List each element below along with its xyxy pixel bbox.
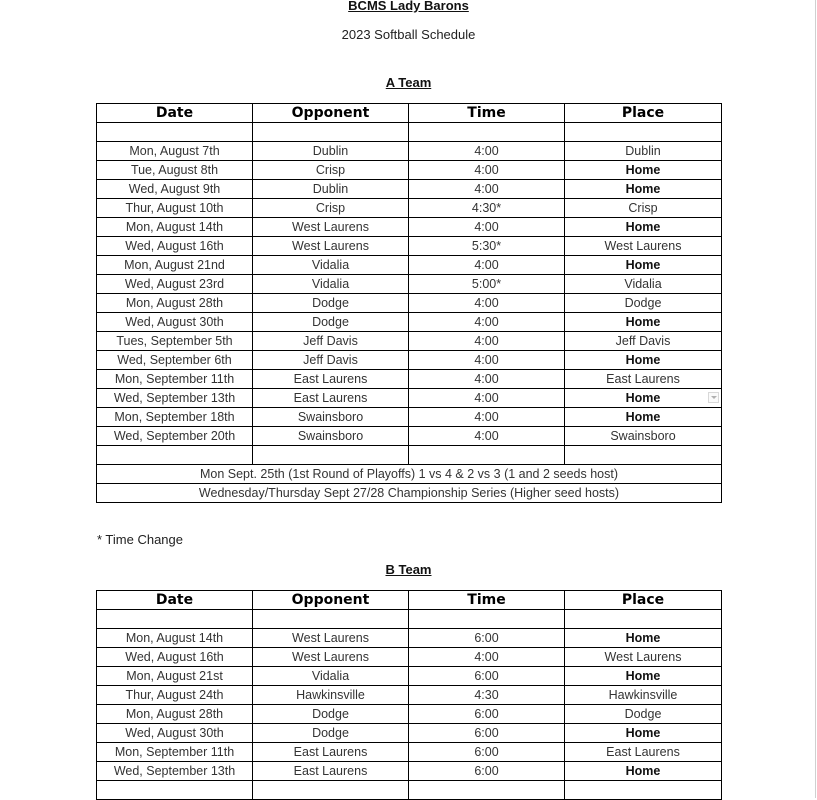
cell-opponent[interactable]: East Laurens bbox=[253, 389, 409, 408]
cell-time[interactable]: 4:00 bbox=[409, 256, 565, 275]
b-team-schedule-table bbox=[96, 590, 722, 800]
cell-time[interactable]: 4:00 bbox=[409, 332, 565, 351]
table-cell[interactable] bbox=[565, 446, 722, 465]
playoff-first-round[interactable]: Mon Sept. 25th (1st Round of Playoffs) 1 vs 4 & 2 vs 3 (1 and 2 seeds host) bbox=[97, 465, 722, 484]
cell-opponent[interactable]: Dublin bbox=[253, 180, 409, 199]
cell-place[interactable]: Jeff Davis bbox=[565, 332, 722, 351]
table-cell[interactable] bbox=[253, 610, 409, 629]
cell-time[interactable]: 4:00 bbox=[409, 648, 565, 667]
cell-place[interactable]: Home bbox=[565, 351, 722, 370]
column-header-place: Place bbox=[565, 104, 722, 123]
cell-time[interactable]: 6:00 bbox=[409, 667, 565, 686]
column-header-time: Time bbox=[409, 591, 565, 610]
column-header-time: Time bbox=[409, 104, 565, 123]
cell-time[interactable]: 4:00 bbox=[409, 351, 565, 370]
cell-time[interactable]: 4:00 bbox=[409, 161, 565, 180]
table-header-row bbox=[97, 591, 722, 610]
cell-date[interactable]: Mon, August 14th bbox=[97, 218, 253, 237]
cell-time[interactable]: 4:00 bbox=[409, 313, 565, 332]
table-cell[interactable] bbox=[97, 610, 253, 629]
cell-date[interactable]: Thur, August 10th bbox=[97, 199, 253, 218]
cell-date[interactable]: Wed, August 30th bbox=[97, 724, 253, 743]
empty-row bbox=[97, 610, 722, 629]
column-header-place: Place bbox=[565, 591, 722, 610]
cell-time[interactable]: 4:00 bbox=[409, 218, 565, 237]
cell-place[interactable]: Home bbox=[565, 629, 722, 648]
cell-place[interactable]: Dodge bbox=[565, 705, 722, 724]
cell-opponent[interactable]: West Laurens bbox=[253, 218, 409, 237]
table-row bbox=[97, 705, 722, 724]
document-title: BCMS Lady Barons bbox=[348, 0, 469, 13]
table-cell[interactable] bbox=[565, 781, 722, 800]
table-row bbox=[97, 237, 722, 256]
cell-date[interactable]: Mon, September 18th bbox=[97, 408, 253, 427]
table-row bbox=[97, 218, 722, 237]
cell-opponent[interactable]: Dodge bbox=[253, 705, 409, 724]
cell-date[interactable]: Tue, August 8th bbox=[97, 161, 253, 180]
table-row bbox=[97, 743, 722, 762]
cell-date[interactable]: Mon, August 28th bbox=[97, 705, 253, 724]
cell-opponent[interactable]: Dodge bbox=[253, 724, 409, 743]
cell-opponent[interactable]: Swainsboro bbox=[253, 408, 409, 427]
cell-place[interactable]: Home bbox=[565, 667, 722, 686]
cell-opponent[interactable]: Jeff Davis bbox=[253, 332, 409, 351]
cell-time[interactable]: 4:00 bbox=[409, 408, 565, 427]
dropdown-arrow-icon[interactable] bbox=[708, 392, 719, 403]
cell-opponent[interactable]: West Laurens bbox=[253, 237, 409, 256]
table-cell[interactable] bbox=[409, 781, 565, 800]
cell-opponent[interactable]: West Laurens bbox=[253, 648, 409, 667]
cell-date[interactable]: Mon, August 21st bbox=[97, 667, 253, 686]
empty-row bbox=[97, 781, 722, 800]
cell-opponent[interactable]: East Laurens bbox=[253, 743, 409, 762]
cell-date[interactable]: Wed, September 20th bbox=[97, 427, 253, 446]
cell-place[interactable]: Vidalia bbox=[565, 275, 722, 294]
table-cell[interactable] bbox=[253, 781, 409, 800]
cell-time[interactable]: 4:00 bbox=[409, 294, 565, 313]
table-cell[interactable] bbox=[409, 123, 565, 142]
page-edge-divider bbox=[815, 0, 816, 798]
cell-date[interactable]: Thur, August 24th bbox=[97, 686, 253, 705]
table-row bbox=[97, 427, 722, 446]
cell-time[interactable]: 4:00 bbox=[409, 389, 565, 408]
cell-date[interactable]: Wed, August 30th bbox=[97, 313, 253, 332]
cell-date[interactable]: Mon, August 7th bbox=[97, 142, 253, 161]
cell-opponent[interactable]: Vidalia bbox=[253, 667, 409, 686]
table-row bbox=[97, 629, 722, 648]
cell-time[interactable]: 6:00 bbox=[409, 743, 565, 762]
cell-time[interactable]: 4:30 bbox=[409, 686, 565, 705]
table-row bbox=[97, 686, 722, 705]
cell-date[interactable]: Wed, August 16th bbox=[97, 237, 253, 256]
cell-place[interactable]: Crisp bbox=[565, 199, 722, 218]
cell-place[interactable]: Home bbox=[565, 161, 722, 180]
document-subtitle: 2023 Softball Schedule bbox=[341, 27, 476, 42]
cell-opponent[interactable]: West Laurens bbox=[253, 629, 409, 648]
table-row bbox=[97, 161, 722, 180]
cell-opponent[interactable]: East Laurens bbox=[253, 370, 409, 389]
time-change-footnote: * Time Change bbox=[97, 532, 183, 547]
cell-place[interactable]: East Laurens bbox=[565, 370, 722, 389]
cell-opponent[interactable]: Dublin bbox=[253, 142, 409, 161]
a-team-heading: A Team bbox=[385, 75, 432, 90]
playoff-row bbox=[97, 465, 722, 484]
cell-place[interactable]: Home bbox=[565, 313, 722, 332]
table-row bbox=[97, 351, 722, 370]
cell-time[interactable]: 4:00 bbox=[409, 427, 565, 446]
table-row bbox=[97, 332, 722, 351]
cell-time[interactable]: 5:30* bbox=[409, 237, 565, 256]
table-row bbox=[97, 275, 722, 294]
table-cell[interactable] bbox=[409, 446, 565, 465]
cell-place[interactable]: Home bbox=[565, 256, 722, 275]
cell-time[interactable]: 4:30* bbox=[409, 199, 565, 218]
cell-place[interactable]: Home bbox=[565, 218, 722, 237]
cell-opponent[interactable]: Dodge bbox=[253, 294, 409, 313]
cell-time[interactable]: 6:00 bbox=[409, 724, 565, 743]
table-row bbox=[97, 762, 722, 781]
table-cell[interactable] bbox=[97, 781, 253, 800]
cell-time[interactable]: 5:00* bbox=[409, 275, 565, 294]
table-header-row bbox=[97, 104, 722, 123]
table-cell[interactable] bbox=[97, 123, 253, 142]
playoff-row bbox=[97, 484, 722, 503]
table-row bbox=[97, 648, 722, 667]
empty-row bbox=[97, 446, 722, 465]
table-row bbox=[97, 180, 722, 199]
cell-place[interactable]: Home bbox=[565, 389, 722, 408]
cell-date[interactable]: Wed, August 16th bbox=[97, 648, 253, 667]
cell-place[interactable]: West Laurens bbox=[565, 648, 722, 667]
cell-place[interactable]: Dublin bbox=[565, 142, 722, 161]
empty-row bbox=[97, 123, 722, 142]
cell-opponent[interactable]: Vidalia bbox=[253, 256, 409, 275]
playoff-championship[interactable]: Wednesday/Thursday Sept 27/28 Championship Series (Higher seed hosts) bbox=[97, 484, 722, 503]
cell-time[interactable]: 4:00 bbox=[409, 180, 565, 199]
table-row bbox=[97, 408, 722, 427]
column-header-date: Date bbox=[97, 104, 253, 123]
cell-date[interactable]: Mon, August 21nd bbox=[97, 256, 253, 275]
table-row bbox=[97, 256, 722, 275]
table-row bbox=[97, 294, 722, 313]
cell-place[interactable]: East Laurens bbox=[565, 743, 722, 762]
cell-place[interactable]: Home bbox=[565, 408, 722, 427]
table-cell[interactable] bbox=[565, 610, 722, 629]
cell-date[interactable]: Mon, September 11th bbox=[97, 370, 253, 389]
b-team-heading: B Team bbox=[385, 562, 432, 577]
cell-time[interactable]: 4:00 bbox=[409, 370, 565, 389]
cell-date[interactable]: Mon, September 11th bbox=[97, 743, 253, 762]
cell-date[interactable]: Wed, September 13th bbox=[97, 762, 253, 781]
column-header-opponent: Opponent bbox=[253, 104, 409, 123]
cell-time[interactable]: 6:00 bbox=[409, 762, 565, 781]
table-cell[interactable] bbox=[253, 123, 409, 142]
cell-place[interactable]: Hawkinsville bbox=[565, 686, 722, 705]
cell-place[interactable]: Home bbox=[565, 762, 722, 781]
table-row bbox=[97, 313, 722, 332]
cell-date[interactable]: Tues, September 5th bbox=[97, 332, 253, 351]
cell-time[interactable]: 4:00 bbox=[409, 142, 565, 161]
cell-place[interactable]: Swainsboro bbox=[565, 427, 722, 446]
table-cell[interactable] bbox=[97, 446, 253, 465]
cell-date[interactable]: Wed, September 6th bbox=[97, 351, 253, 370]
cell-time[interactable]: 6:00 bbox=[409, 705, 565, 724]
cell-opponent[interactable]: Vidalia bbox=[253, 275, 409, 294]
table-cell[interactable] bbox=[409, 610, 565, 629]
cell-opponent[interactable]: Jeff Davis bbox=[253, 351, 409, 370]
table-row bbox=[97, 667, 722, 686]
cell-place[interactable]: Home bbox=[565, 724, 722, 743]
cell-date[interactable]: Wed, August 23rd bbox=[97, 275, 253, 294]
cell-time[interactable]: 6:00 bbox=[409, 629, 565, 648]
cell-place[interactable]: West Laurens bbox=[565, 237, 722, 256]
cell-opponent[interactable]: East Laurens bbox=[253, 762, 409, 781]
cell-opponent[interactable]: Swainsboro bbox=[253, 427, 409, 446]
cell-place[interactable]: Home bbox=[565, 180, 722, 199]
cell-date[interactable]: Mon, August 14th bbox=[97, 629, 253, 648]
cell-opponent[interactable]: Hawkinsville bbox=[253, 686, 409, 705]
table-row bbox=[97, 199, 722, 218]
table-row bbox=[97, 389, 722, 408]
table-row bbox=[97, 370, 722, 389]
table-cell[interactable] bbox=[253, 446, 409, 465]
cell-opponent[interactable]: Crisp bbox=[253, 161, 409, 180]
table-row bbox=[97, 724, 722, 743]
column-header-opponent: Opponent bbox=[253, 591, 409, 610]
cell-opponent[interactable]: Dodge bbox=[253, 313, 409, 332]
cell-place[interactable]: Dodge bbox=[565, 294, 722, 313]
cell-date[interactable]: Mon, August 28th bbox=[97, 294, 253, 313]
table-cell[interactable] bbox=[565, 123, 722, 142]
cell-date[interactable]: Wed, August 9th bbox=[97, 180, 253, 199]
cell-date[interactable]: Wed, September 13th bbox=[97, 389, 253, 408]
table-row bbox=[97, 142, 722, 161]
a-team-schedule-table bbox=[96, 103, 722, 503]
column-header-date: Date bbox=[97, 591, 253, 610]
cell-opponent[interactable]: Crisp bbox=[253, 199, 409, 218]
